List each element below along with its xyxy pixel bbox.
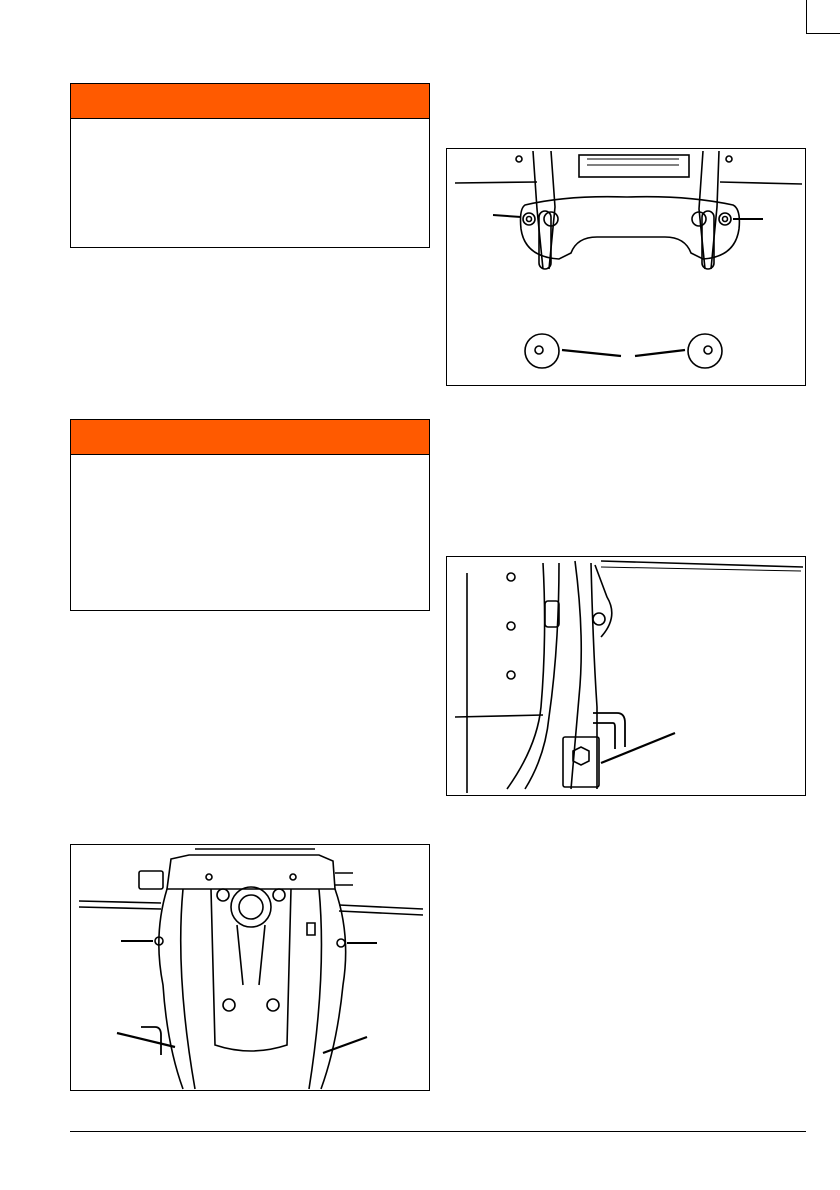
figure-front-mounts <box>446 148 806 386</box>
figure-lower-gearbox <box>70 844 430 1091</box>
warning-header-2 <box>71 420 429 455</box>
crop-mark-vertical <box>806 0 807 33</box>
front-mounts-illustration <box>447 149 806 386</box>
warning-box-2 <box>70 419 430 611</box>
figure-side-mount <box>446 556 806 796</box>
warning-box-1 <box>70 83 430 248</box>
side-mount-illustration <box>447 557 806 796</box>
footer-rule <box>70 1131 806 1132</box>
crop-mark-horizontal <box>806 33 840 34</box>
lower-gearbox-illustration <box>71 845 430 1091</box>
warning-header-1 <box>71 84 429 119</box>
